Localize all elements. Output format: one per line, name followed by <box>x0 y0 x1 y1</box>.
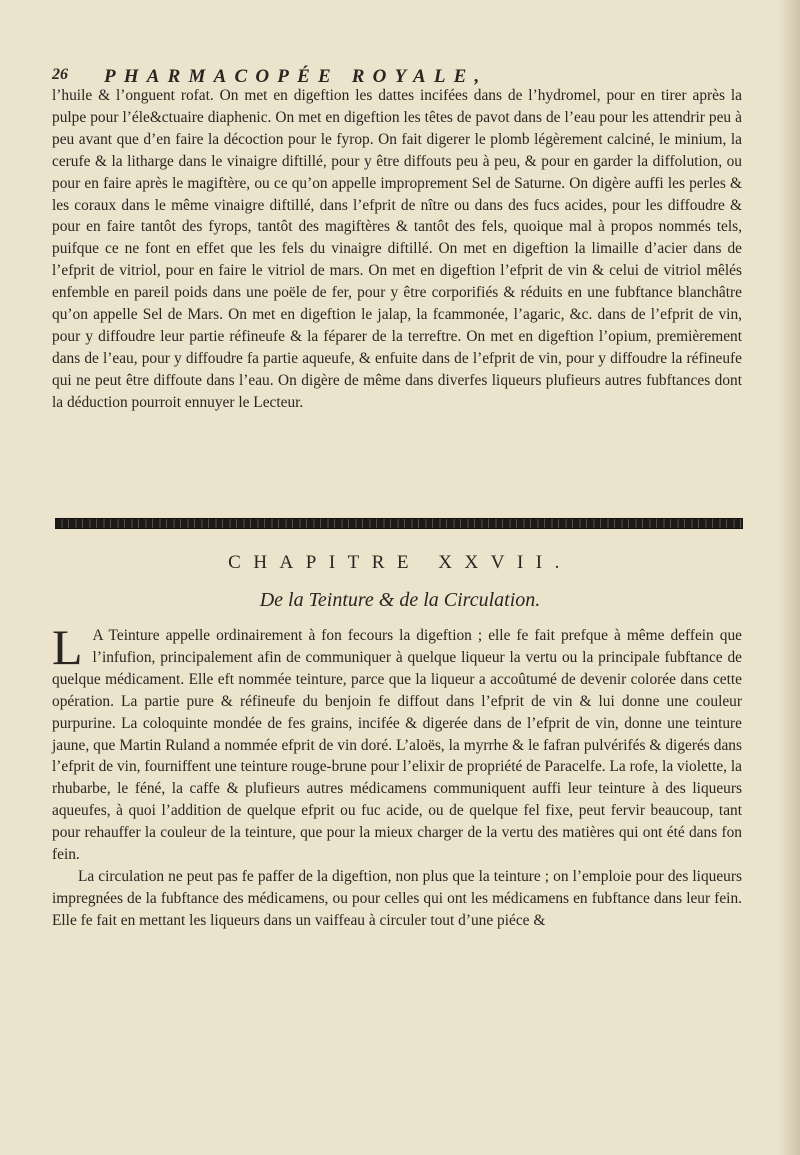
text-block-bottom <box>52 619 742 932</box>
page-edge-shadow <box>778 0 800 1155</box>
paragraph: l’huile & l’onguent rofat. On met en digeftion les dattes incifées dans de l’hydromel, pour en tirer après la pulpe pour l’éle&ctuaire diaphenic. On met en digeftion les têtes de pavot dans de l’eau pour les attendrir peu à peu avant que d’en faire la décoction pour le fyrop. On fait digerer le plomb légèrement calciné, le minium, la cerufe & la litharge dans le vinaigre diftillé, pour y être diffouts peu à peu, & pour en garder la diffolution, ou pour en faire après le magiftère, ou ce qu’on appelle improprement Sel de Saturne. On digère auffi les perles & les coraux dans le même vinaigre diftillé, dans l’efprit de nître ou dans des fucs acides, pour les diffoudre & pour en faire tantôt des fyrops, tantôt des magiftères & tantôt des fels, quoique mal à propos nommés tels, puifque ce ne font en effet que les fels du vinaigre diftillé. On met en digeftion la limaille d’acier dans de l’efprit de vitriol, pour en faire le vitriol de mars. On met en digeftion l’efprit de vin & celui de vitriol mêlés enfemble en pareil poids dans une poële de fer, pour y être corporifiés & réduits en une fubftance blanchâtre qu’on appelle Sel de Mars. On met en digeftion le jalap, la fcammonée, l’agaric, &c. dans de l’efprit de vin, pour y diffoudre leur partie réfineufe & la féparer de la terreftre. On met en digeftion l’opium, premièrement dans de l’eau, pour y diffoudre fa partie aqueufe, & enfuite dans de l’efprit de vin, pour y diffoudre la réfineufe qui ne peut être diffoute dans l’eau. On digère de même dans diverfes liqueurs plufieurs autres fubftances dont la déduction pourroit ennuyer le Lecteur. <box>52 87 742 411</box>
drop-cap: L <box>52 619 83 675</box>
ornamental-rule <box>55 518 743 529</box>
text-block-top <box>52 85 742 414</box>
running-title: PHARMACOPÉE ROYALE, <box>104 66 488 87</box>
paragraph-first-text: A Teinture appelle ordinairement à fon fecours la digeftion ; elle fe fait prefque à même deffein que l’infufion, principalement afin de communiquer à quelque liqueur la vertu ou la principale fubftance de quelque médicament. Elle eft nommée teinture, parce que la liqueur a accoûtumé de devenir colorée dans cette opération. La partie pure & réfineufe du benjoin fe diffout dans l’efprit de vin & lui donne une couleur purpurine. La coloquinte mondée de fes grains, incifée & digerée dans de l’efprit de vin, donne une teinture jaune, que Martin Ruland a nommée efprit de vin doré. L’aloës, la myrrhe & le fafran pulvérifés & digerés dans l’efprit de vin, fourniffent une teinture rouge-brune pour l’elixir de propriété de Paracelfe. La rofe, la violette, la rhubarbe, le féné, la caffe & plufieurs autres médicamens communiquent auffi leur teinture à des liqueurs aqueufes, à quoi l’addition de quelque efprit ou fuc acide, ou de quelque fel fixe, peut fervir beaucoup, tant pour rehauffer la couleur de la teinture, que pour la mieux charger de la vertu des matières qui ont été dans fon fein. <box>52 627 742 864</box>
page-number: 26 <box>52 66 68 83</box>
paragraph-first <box>52 619 742 866</box>
chapter-subtitle: De la Teinture & de la Circulation. <box>259 589 541 611</box>
chapter-heading: CHAPITRE XXVII. <box>228 552 572 573</box>
paragraph: La circulation ne peut pas fe paffer de la digeftion, non plus que la teinture ; on l’emploie pour des liqueurs impregnées de la fubftance des médicamens, ou pour celles qui ont les médicamens en fubftance dans leur fein. Elle fe fait en mettant les liqueurs dans un vaiffeau à circuler tout d’une piéce & <box>52 867 742 929</box>
